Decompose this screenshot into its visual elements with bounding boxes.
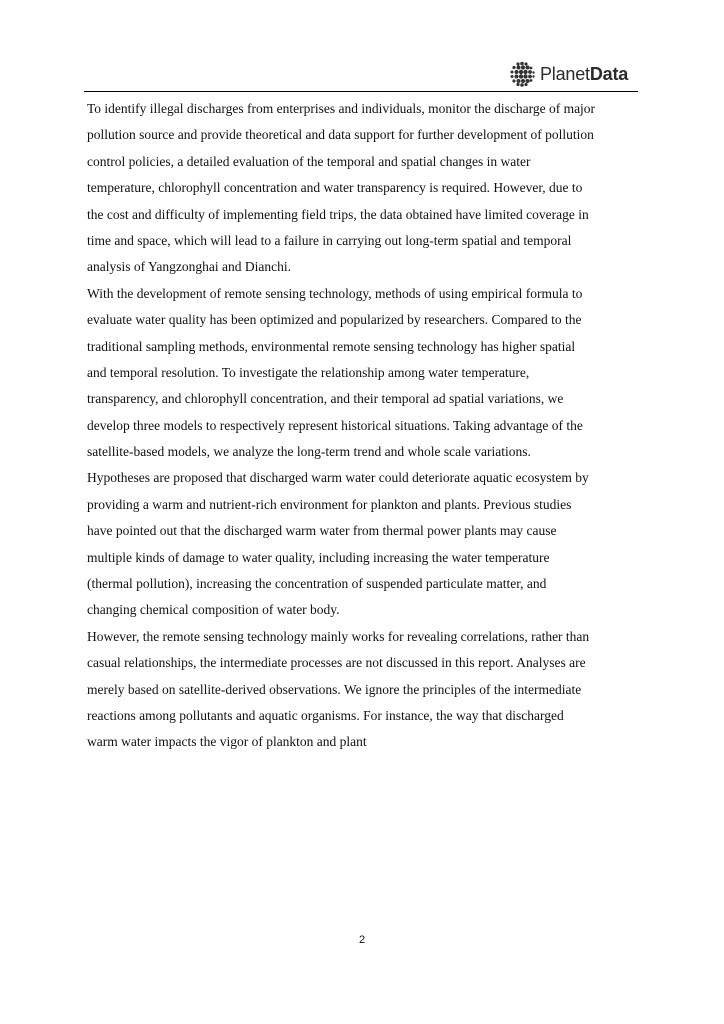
text-line: merely based on satellite-derived observations. We ignore the principles of the intermediate xyxy=(87,681,582,697)
logo-text-bold: Data xyxy=(589,63,629,84)
text-line: time and space, which will lead to a failure in carrying out long-term spatial and temporal xyxy=(87,232,572,248)
body-text xyxy=(87,96,647,756)
text-line: transparency, and chlorophyll concentration, and their temporal ad spatial variations, we xyxy=(87,391,564,407)
globe-dots-icon xyxy=(508,61,536,87)
text-line: temperature, chlorophyll concentration and water transparency is required. However, due to xyxy=(87,180,583,196)
text-line: Hypotheses are proposed that discharged warm water could deteriorate aquatic ecosystem by xyxy=(87,470,589,486)
text-line: control policies, a detailed evaluation of the temporal and spatial changes in water xyxy=(87,153,531,169)
text-line: evaluate water quality has been optimized and popularized by researchers. Compared to the xyxy=(87,312,582,328)
logo-text-light: Planet xyxy=(540,63,590,84)
text-line: To identify illegal discharges from enterprises and individuals, monitor the discharge of major xyxy=(87,101,596,116)
text-line: satellite-based models, we analyze the long-term trend and whole scale variations. xyxy=(87,444,531,460)
planetdata-logo xyxy=(508,60,628,88)
text-line: analysis of Yangzonghai and Dianchi. xyxy=(87,259,291,275)
text-line: changing chemical composition of water body. xyxy=(87,602,340,618)
text-line: warm water impacts the vigor of plankton and plant xyxy=(87,734,367,750)
text-line: and temporal resolution. To investigate the relationship among water temperature, xyxy=(87,364,530,380)
text-line: casual relationships, the intermediate processes are not discussed in this report. Analyses are xyxy=(87,655,586,671)
logo-text xyxy=(540,64,628,85)
text-line: reactions among pollutants and aquatic organisms. For instance, the way that discharged xyxy=(87,707,564,723)
page-number: 2 xyxy=(358,934,366,946)
header-divider xyxy=(84,91,638,92)
text-line: the cost and difficulty of implementing field trips, the data obtained have limited coverage in xyxy=(87,206,589,222)
text-line: multiple kinds of damage to water quality, including increasing the water temperature xyxy=(87,549,550,565)
text-line: pollution source and provide theoretical and data support for further development of pollution xyxy=(87,127,594,143)
text-line: have pointed out that the discharged warm water from thermal power plants may cause xyxy=(87,523,557,539)
text-line: (thermal pollution), increasing the concentration of suspended particulate matter, and xyxy=(87,576,547,592)
text-line: However, the remote sensing technology mainly works for revealing correlations, rather than xyxy=(87,628,590,644)
text-line: providing a warm and nutrient-rich environment for plankton and plants. Previous studies xyxy=(87,496,572,512)
text-line: traditional sampling methods, environmental remote sensing technology has higher spatial xyxy=(87,338,576,354)
text-line: develop three models to respectively represent historical situations. Taking advantage of the xyxy=(87,417,583,433)
text-line: With the development of remote sensing technology, methods of using empirical formula to xyxy=(87,285,583,301)
